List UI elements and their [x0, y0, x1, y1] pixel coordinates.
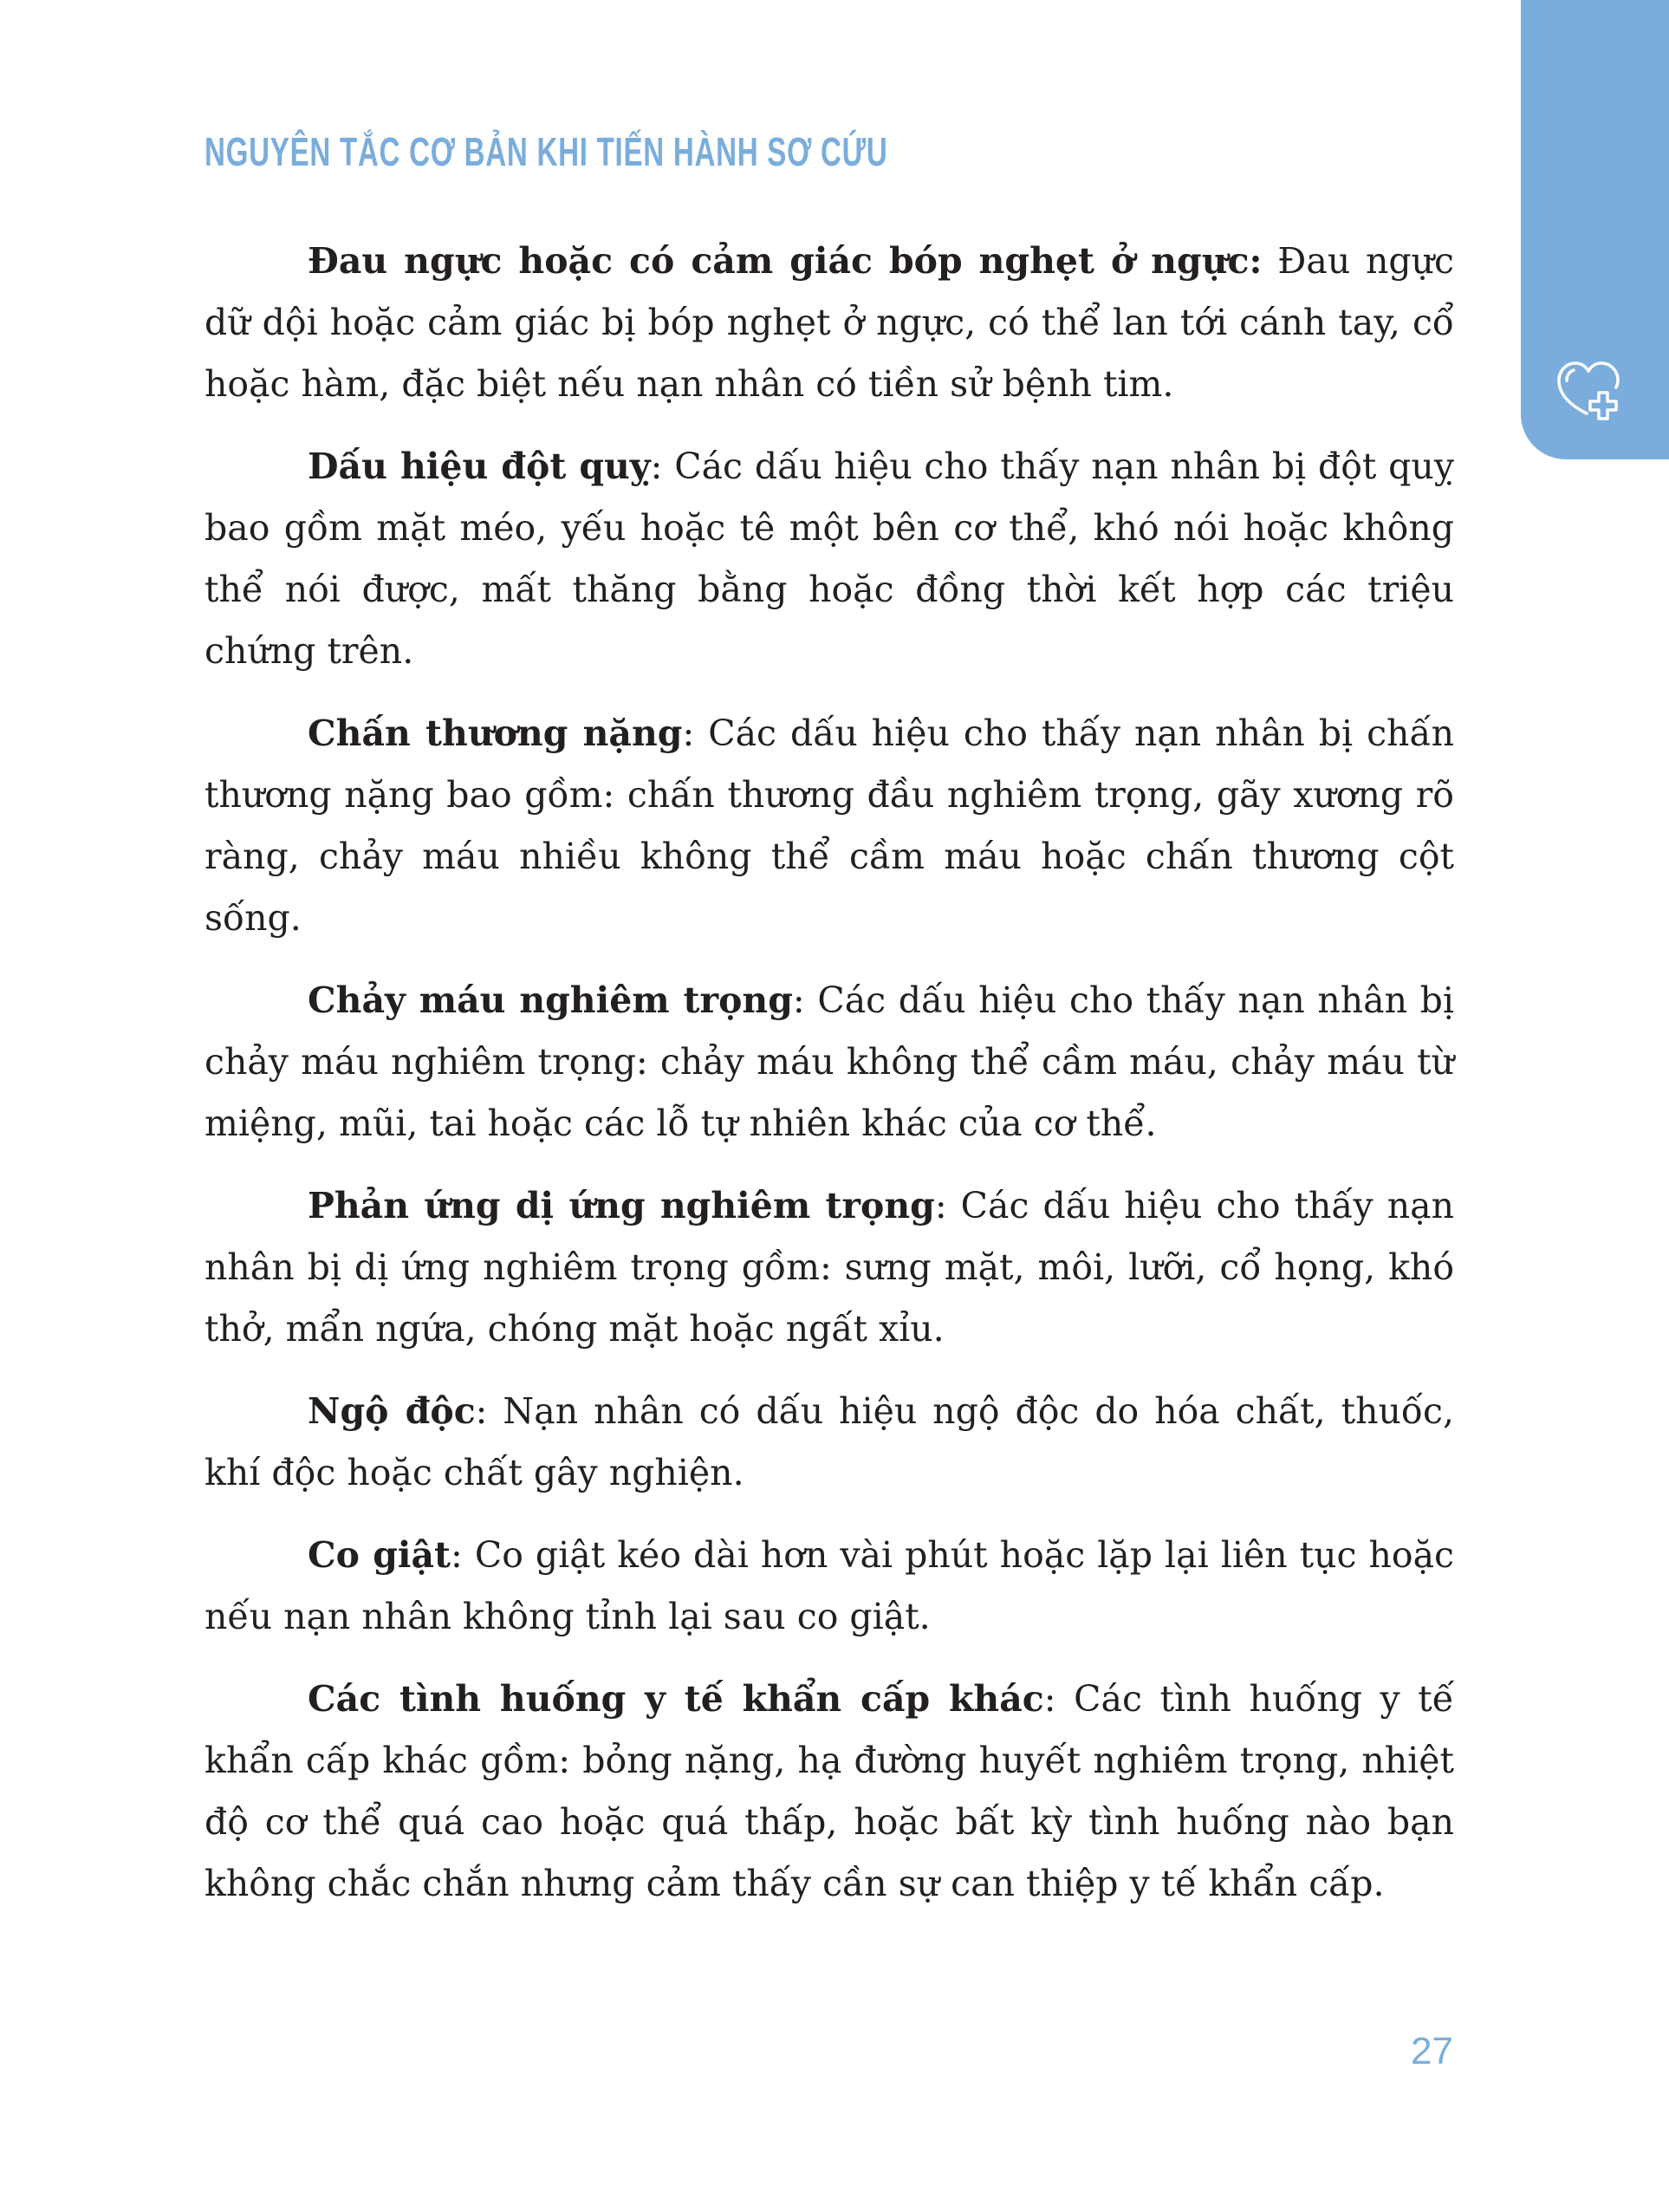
paragraph — [205, 1669, 1454, 1915]
paragraph — [205, 231, 1454, 415]
term: Các tình huống y tế khẩn cấp khác — [308, 1678, 1044, 1720]
term: Phản ứng dị ứng nghiêm trọng — [308, 1185, 935, 1226]
paragraph — [205, 1381, 1454, 1504]
heart-plus-icon — [1555, 360, 1627, 422]
running-header: NGUYÊN TẮC CƠ BẢN KHI TIẾN HÀNH SƠ CỨU — [205, 129, 888, 174]
paragraph — [205, 1175, 1454, 1360]
term: Chảy máu nghiêm trọng — [308, 979, 793, 1021]
term: Đau ngực hoặc có cảm giác bóp nghẹt ở ngực: — [308, 240, 1263, 282]
paragraph-text: : Nạn nhân có dấu hiệu ngộ độc do hóa chất, thuốc, khí độc hoặc chất gây nghiện. — [205, 1390, 1454, 1493]
paragraph-text: : Các dấu hiệu cho thấy nạn nhân bị đột quỵ bao gồm mặt méo, yếu hoặc tê một bên cơ thể, khó nói hoặc không thể nói được, mất thăng bằng hoặc đồng thời kết hợp các triệu chứng trên. — [205, 446, 1454, 672]
paragraph-text: : Các dấu hiệu cho thấy nạn nhân bị chảy máu nghiêm trọng: chảy máu không thể cầm máu, chảy máu từ miệng, mũi, tai hoặc các lỗ tự nhiên khác của cơ thể. — [205, 979, 1455, 1144]
paragraph — [205, 970, 1454, 1155]
paragraph-text: : Các dấu hiệu cho thấy nạn nhân bị dị ứng nghiêm trọng gồm: sưng mặt, môi, lưỡi, cổ họng, khó thở, mẩn ngứa, chóng mặt hoặc ngất xỉu. — [205, 1185, 1454, 1350]
paragraph — [205, 703, 1454, 949]
term: Ngộ độc — [308, 1390, 476, 1432]
page-number: 27 — [1411, 2030, 1453, 2072]
paragraph-text: Đau ngực dữ dội hoặc cảm giác bị bóp nghẹt ở ngực, có thể lan tới cánh tay, cổ hoặc hàm, đặc biệt nếu nạn nhân có tiền sử bệnh tim. — [205, 240, 1454, 405]
term: Dấu hiệu đột quỵ — [308, 446, 651, 487]
paragraph-text: : Các tình huống y tế khẩn cấp khác gồm: bỏng nặng, hạ đường huyết nghiêm trọng, nhiệt độ cơ thể quá cao hoặc quá thấp, hoặc bất kỳ tình huống nào bạn không chắc chắn nhưng cảm thấy cần sự can thiệp y tế khẩn cấp. — [205, 1678, 1454, 1904]
paragraph-text: : Co giật kéo dài hơn vài phút hoặc lặp lại liên tục hoặc nếu nạn nhân không tỉnh lại sau co giật. — [205, 1534, 1455, 1637]
term: Chấn thương nặng — [308, 712, 683, 754]
paragraph — [205, 436, 1454, 682]
paragraph — [205, 1525, 1454, 1648]
term: Co giật — [308, 1534, 451, 1576]
paragraph-text: : Các dấu hiệu cho thấy nạn nhân bị chấn thương nặng bao gồm: chấn thương đầu nghiêm trọng, gãy xương rõ ràng, chảy máu nhiều không thể cầm máu hoặc chấn thương cột sống. — [205, 712, 1454, 939]
body-text — [205, 231, 1454, 1936]
chapter-tab — [1521, 0, 1669, 459]
